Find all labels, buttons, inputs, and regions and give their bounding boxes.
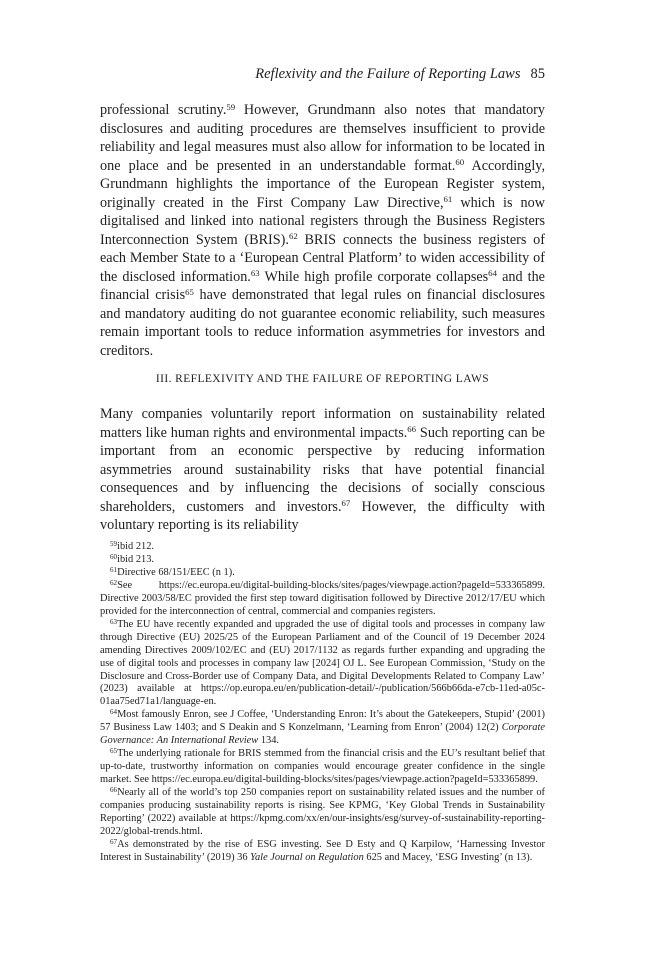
footnote-text: Most famously Enron, see J Coffee, ‘Understanding Enron: It’s about the Gatekeepers, Stupid’ (2001) 57 Business Law 1403; and S Deakin and S Konzelmann, ‘Learning from Enron’ (2004) 12(2): [100, 709, 545, 734]
text-span: have demonstrated that legal rules on financial disclosures and mandatory auditing do not guarantee economic reliability, such measures remain important tools to reduce information asymmetries for investors and creditors.: [100, 287, 546, 359]
text-span: Such reporting can be important from an economic perspective by reducing information asymmetries around sustainability risks that have potential financial consequences and by influencing the decisions of socially conscious shareholders, customers and investors.: [100, 424, 545, 515]
running-header: [100, 66, 545, 83]
footnote-text: The underlying rationale for BRIS stemmed from the financial crisis and the EU’s resultant belief that up-to-date, trustworthy information on companies would encourage greater confidence in the single market. See https://ec.europa.eu/digital-building-blocks/sites/pages/viewpage.action?pageId=533365899.: [100, 748, 545, 786]
section-heading: III. REFLEXIVITY AND THE FAILURE OF REPORTING LAWS: [155, 373, 490, 385]
footnote-text: See https://ec.europa.eu/digital-building-blocks/sites/pages/viewpage.action?pageId=533365899. Directive 2003/58/EC provided the first step toward digitisation followed by Directive 2012/17/EU which provided for the interconnection of central, commercial and companies registers.: [100, 579, 545, 617]
footnotes: [100, 541, 545, 865]
footnote-number: 67: [110, 837, 118, 846]
footnote-67: [100, 839, 545, 865]
footnote-60: [100, 554, 545, 567]
footnote-text: Nearly all of the world’s top 250 companies report on sustainability related issues and the number of companies producing sustainability reports is rising. See KPMG, ‘Key Global Trends in Sustainability Reporting’ (2022) available at https://kpmg.com/xx/en/our-insights/esg/survey-of-sustainability-reporting-2022/global-trends.html.: [100, 787, 545, 837]
text-span: Accordingly, Grundmann highlights the importance of the European Register system, originally created in the First Company Law Directive,: [100, 157, 545, 211]
footnote-ref-59[interactable]: 59: [226, 101, 236, 112]
text-span: and the financial crisis: [100, 268, 545, 303]
footnote-text: As demonstrated by the rise of ESG investing. See D Esty and Q Karpilow, ‘Harnessing Investor Interest in Sustainability’ (2019) 36: [100, 838, 545, 863]
running-title: Reflexivity and the Failure of Reporting Laws: [255, 66, 521, 82]
footnote-63: [100, 619, 545, 710]
footnote-ref-66[interactable]: 66: [407, 424, 417, 435]
footnote-number: 63: [110, 617, 118, 626]
footnote-61: [100, 567, 545, 580]
footnote-64: [100, 709, 545, 748]
footnote-number: 61: [110, 565, 118, 574]
footnote-number: 66: [110, 785, 118, 794]
footnote-number: 65: [110, 747, 118, 756]
footnote-ref-65[interactable]: 65: [185, 286, 194, 297]
footnote-66: [100, 787, 545, 839]
text-span: However, Grundmann also notes that mandatory disclosures and auditing procedures are themselves insufficient to provide reliability and legal measures must also allow for information to be located in one place and be presented in an understandable format.: [100, 102, 545, 174]
footnote-62: [100, 580, 545, 619]
footnote-text: ibid 212.: [117, 541, 155, 552]
text-span: Many companies voluntarily report information on sustainability related matters like human rights and environmental impacts.: [100, 406, 545, 441]
page-number: 85: [530, 66, 545, 82]
footnote-number: 59: [110, 539, 118, 548]
text-span: professional scrutiny.: [100, 102, 227, 118]
footnote-number: 62: [110, 578, 118, 587]
footnote-ref-61[interactable]: 61: [443, 194, 453, 205]
footnote-text: 625 and Macey, ‘ESG Investing’ (n 13).: [363, 851, 533, 863]
text-span: While high profile corporate collapses: [259, 268, 489, 285]
text-span: BRIS connects the business registers of each Member State to a ‘European Central Platform’ to widen accessibility of the disclosed information.: [100, 231, 545, 285]
footnote-number: 64: [110, 708, 118, 717]
footnote-ref-63[interactable]: 63: [250, 268, 260, 279]
footnote-number: 60: [110, 552, 118, 561]
journal-title: Corporate Governance: An International Review: [100, 722, 545, 747]
journal-title: Yale Journal on Regulation: [250, 851, 364, 863]
footnote-65: [100, 748, 545, 787]
footnote-ref-64[interactable]: 64: [488, 268, 497, 279]
footnote-text: 134.: [258, 735, 279, 747]
footnote-59: [100, 541, 545, 554]
footnote-text: Directive 68/151/EEC (n 1).: [117, 566, 235, 578]
footnote-ref-60[interactable]: 60: [455, 157, 465, 168]
body-paragraph-2: [100, 405, 545, 535]
footnote-ref-62[interactable]: 62: [288, 231, 298, 242]
footnote-text: ibid 213.: [117, 553, 155, 565]
text-span: which is now digitalised and linked into national registers through the Business Registers Interconnection System (BRIS).: [100, 194, 545, 248]
text-span: However, the difficulty with voluntary reporting is its reliability: [100, 498, 545, 533]
footnote-text: The EU have recently expanded and upgraded the use of digital tools and processes in company law through Directive (EU) 2025/25 of the European Parliament and of the Council of 19 December 2024 amending Directives 2009/102/EC and (EU) 2017/1132 as regards further expanding and upgrading the use of digital tools and processes in company law [2024] OJ L. See European Commission, ‘Study on the Disclosure and Cross-Border use of Company Data, and Digital Developments Related to Company Law’ (2023) available at https://op.europa.eu/en/publication-detail/-/publication/566b66da-e7cb-11ed-a05c-01aa75ed71a1/language-en.: [100, 618, 545, 708]
body-paragraph-1: [100, 101, 545, 360]
footnote-ref-67[interactable]: 67: [341, 498, 351, 509]
